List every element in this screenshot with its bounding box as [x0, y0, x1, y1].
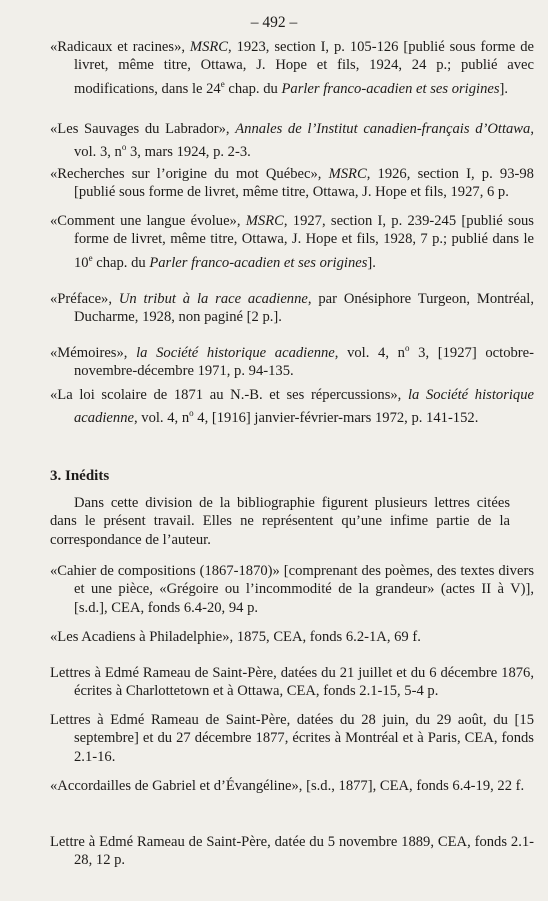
page-number: – 492 –	[250, 14, 298, 31]
bibliography-entry	[50, 386, 534, 428]
superscript: o	[189, 408, 194, 419]
entry-title: la Société historique acadienne	[74, 387, 534, 427]
entry-text: , par Onésiphore Turgeon, Montréal, Ducharme, 1928, non paginé [2 p.].	[74, 291, 535, 326]
entry-text: , 1927, section I, p. 239-245 [publié sous forme de livret, même titre, Ottawa, J. Hope et fils, 1928, 7 p.; publié dans le 10	[74, 213, 534, 271]
bibliography-entry	[50, 290, 534, 327]
entry-text: «Comment une langue évolue»,	[50, 213, 246, 229]
entry-text: ].	[367, 254, 376, 271]
superscript: e	[88, 252, 93, 263]
entry-text: «Les Sauvages du Labrador»,	[50, 121, 236, 137]
superscript: o	[404, 343, 410, 353]
bibliography-entry: Lettre à Edmé Rameau de Saint-Père, datée du 5 novembre 1889, CEA, fonds 2.1-28, 12 p.	[50, 834, 534, 869]
bibliography-entry	[50, 212, 534, 272]
entry-title: MSRC	[245, 213, 284, 229]
entry-title: Parler franco-acadien et ses origines	[281, 80, 500, 97]
bibliography-entry	[50, 339, 534, 381]
entry-text: «La loi scolaire de 1871 au N.-B. et ses répercussions»,	[50, 387, 408, 403]
bibliography-entry	[50, 38, 534, 98]
entry-text: , vol. 4, n	[334, 344, 405, 361]
entry-text: 3, mars 1924, p. 2-3.	[126, 144, 251, 161]
entry-text: «Radicaux et racines»,	[50, 39, 190, 55]
entry-text: «Préface»,	[50, 291, 119, 307]
intro-paragraph: Dans cette division de la bibliographie figurent plusieurs lettres citées dans le présent travail. Elles ne représentent qu’une infime partie de la correspondance de l’auteur.	[50, 495, 510, 548]
section-heading: 3. Inédits	[50, 468, 110, 484]
entry-text: , vol. 4, n	[133, 410, 190, 427]
entry-text: 4, [1916] janvier-février-mars 1972, p. 141-152.	[193, 410, 479, 427]
entry-text: ].	[499, 80, 509, 97]
entry-text: chap. du	[224, 80, 282, 97]
bibliography-entry	[50, 165, 534, 202]
entry-text: chap. du	[92, 254, 150, 271]
entry-title: Un tribut à la race acadienne	[118, 291, 308, 307]
entry-text: , 1923, section I, p. 105-126 [publié sous forme de livret, même titre, Ottawa, J. Hope et fils, 1924, 24 p.; publié avec modifications, dans le 24	[74, 39, 534, 97]
entry-text: 3, [1927] octobre-novembre-décembre 1971, p. 94-135.	[74, 344, 534, 380]
entry-title: MSRC	[189, 39, 229, 55]
entry-text: «Recherches sur l’origine du mot Québec»,	[50, 166, 329, 182]
bibliography-entry: Lettres à Edmé Rameau de Saint-Père, datées du 28 juin, du 29 août, du [15 septembre] et du 27 décembre 1877, écrites à Montréal et à Paris, CEA, fonds 2.1-16.	[50, 712, 534, 765]
bibliography-entry: «Accordailles de Gabriel et d’Évangéline», [s.d., 1877], CEA, fonds 6.4-19, 22 f.	[50, 778, 525, 794]
bibliography-entry: «Les Acadiens à Philadelphie», 1875, CEA, fonds 6.2-1A, 69 f.	[50, 629, 421, 645]
bibliography-entry	[50, 120, 534, 162]
bibliography-entry: «Cahier de compositions (1867-1870)» [comprenant des poèmes, des textes divers et une pièce, «Grégoire ou l’incommodité de la grandeur» (actes II à V)], [s.d.], CEA, fonds 6.4-20, 94 p.	[50, 563, 534, 616]
entry-text: , vol. 3, n	[74, 121, 534, 161]
entry-title: Parler franco-acadien et ses origines	[149, 254, 368, 271]
superscript: e	[220, 78, 225, 89]
superscript: o	[121, 142, 127, 153]
entry-title: la Société historique acadienne	[136, 344, 335, 361]
entry-title: Annales de l’Institut canadien-français d’Ottawa	[235, 121, 531, 137]
entry-text: , 1926, section I, p. 93-98 [publié sous forme de livret, même titre, Ottawa, J. Hope et fils, 1927, 6 p.	[74, 166, 534, 201]
bibliography-entry: Lettres à Edmé Rameau de Saint-Père, datées du 21 juillet et du 6 décembre 1876, écrites à Charlottetown et à Ottawa, CEA, fonds 2.1-15, 5-4 p.	[50, 665, 534, 700]
entry-title: MSRC	[328, 166, 367, 182]
entry-text: «Mémoires»,	[50, 344, 137, 361]
